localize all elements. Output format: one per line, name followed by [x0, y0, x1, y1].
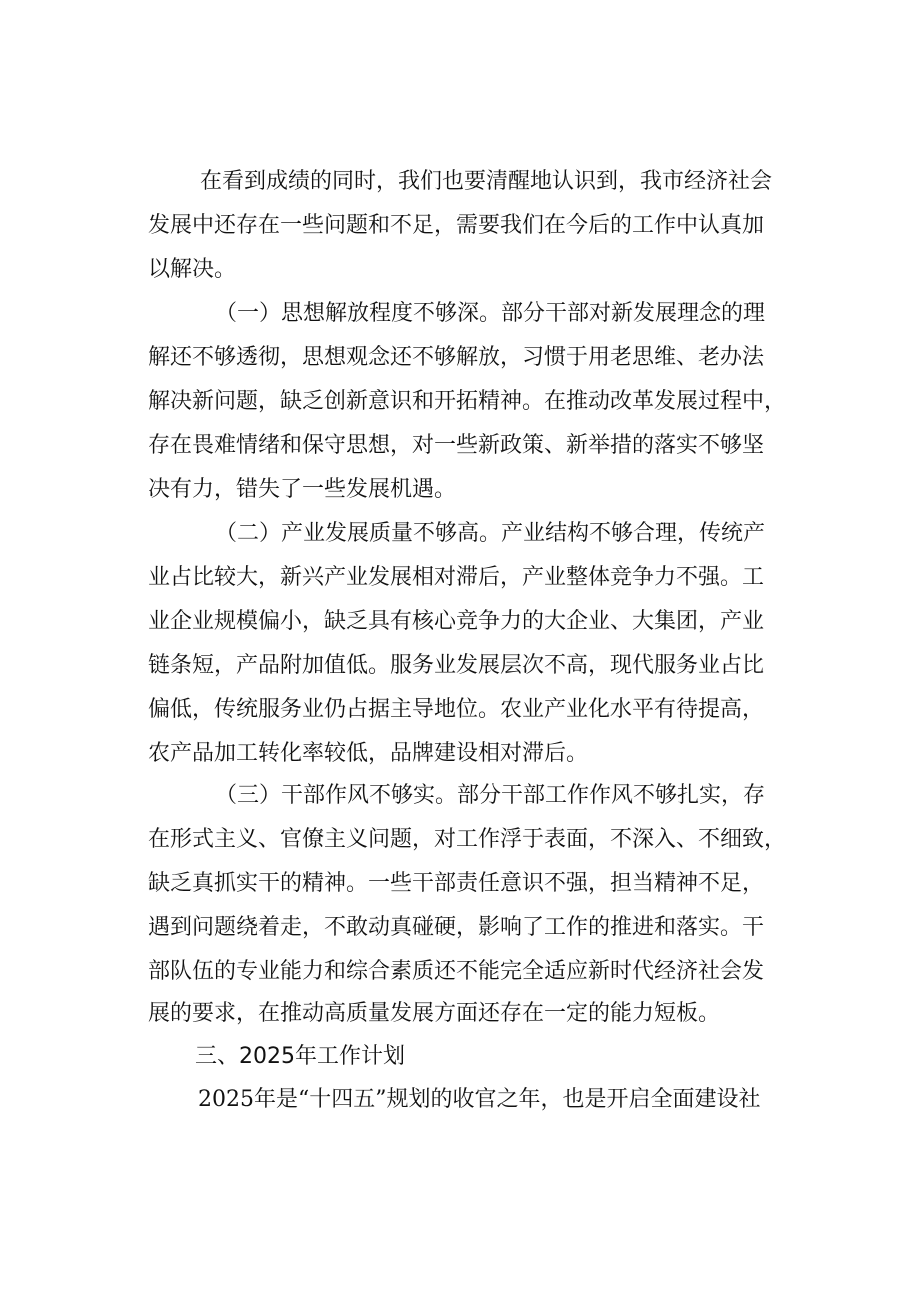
section-2-line-2: 业占比较大，新兴产业发展相对滞后，产业整体竞争力不强。工 [148, 565, 765, 590]
section-3-line-2: 在形式主义、官僚主义问题，对工作浮于表面，不深入、不细致， [148, 827, 787, 852]
section-1-line-4: 存在畏难情绪和保守思想，对一些新政策、新举措的落实不够坚 [148, 433, 765, 458]
section-1-line-1: （一）思想解放程度不够深。部分干部对新发展理念的理 [215, 301, 766, 326]
section-2-line-5: 偏低，传统服务业仍占据主导地位。农业产业化水平有待提高， [148, 697, 765, 722]
section-2-line-6: 农产品加工转化率较低，品牌建设相对滞后。 [148, 741, 589, 766]
section-2-line-4: 链条短，产品附加值低。服务业发展层次不高，现代服务业占比 [148, 653, 765, 678]
section-heading-3: 三、2025年工作计划 [195, 1044, 405, 1069]
intro-line-3: 以解决。 [148, 257, 237, 282]
section-3-line-5: 部队伍的专业能力和综合素质还不能完全适应新时代经济社会发 [148, 959, 765, 984]
section-2-line-1: （二）产业发展质量不够高。产业结构不够合理，传统产 [215, 521, 766, 546]
section-2-line-3: 业企业规模偏小，缺乏具有核心竞争力的大企业、大集团，产业 [148, 609, 765, 634]
section-3-line-1: （三）干部作风不够实。部分干部工作作风不够扎实，存 [215, 783, 766, 808]
section-1-line-2: 解还不够透彻，思想观念还不够解放，习惯于用老思维、老办法 [148, 345, 765, 370]
intro-line-2: 发展中还存在一些问题和不足，需要我们在今后的工作中认真加 [148, 213, 765, 238]
section-3-line-3: 缺乏真抓实干的精神。一些干部责任意识不强，担当精神不足， [148, 871, 765, 896]
section-1-line-5: 决有力，错失了一些发展机遇。 [148, 477, 457, 502]
intro-line-1: 在看到成绩的同时，我们也要清醒地认识到，我市经济社会 [200, 169, 773, 194]
plan-line-1: 2025年是“十四五”规划的收官之年，也是开启全面建设社 [198, 1087, 761, 1112]
section-3-line-4: 遇到问题绕着走，不敢动真碰硬，影响了工作的推进和落实。干 [148, 915, 765, 940]
section-1-line-3: 解决新问题，缺乏创新意识和开拓精神。在推动改革发展过程中， [148, 389, 787, 414]
section-3-line-6: 展的要求，在推动高质量发展方面还存在一定的能力短板。 [148, 1001, 721, 1026]
